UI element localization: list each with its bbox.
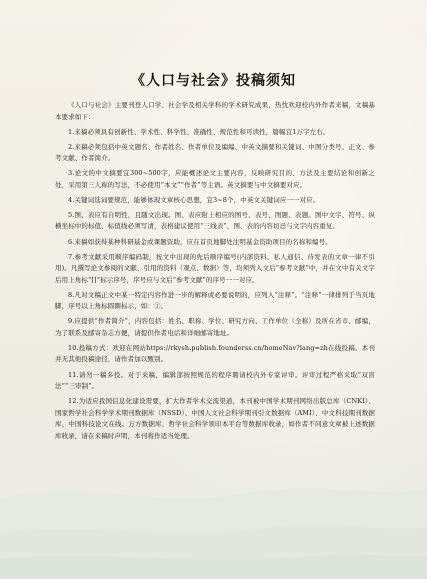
- guideline-item-12: 12.为适应我国信息化建设需要，扩大作者学术交流渠道，本刊被中国学术期刊网络出版总库（CNKI）、国家哲学社会科学学术期刊数据库（NSSD）、中国人文社会科学期刊引文数据库（AMI）、中文科技期刊数据库、中国科技论文在线、万方数据库、哲学社会科学领印本平台等数据库收录，如作者不同意文章被上述数据库收录，请在来稿时声明，本刊将作适当处理。: [55, 397, 375, 440]
- guideline-item-9: 9.应提供“作者简介”，内容包括：姓名、职称、学位、研究方向、工作单位（全称）及所在省市、邮编，为了联系及邮寄杂志方便，请提供作者电话和详细邮寄地址。: [55, 317, 375, 337]
- guideline-item-10: 10.投稿方式：欢迎在网站https://rkysh.publish.founderss.cn/homeNav?lang=zh在线投稿。本刊并无其他投稿途径，请作者加以甄别。: [55, 343, 375, 364]
- guideline-item-4: 4.关键词选词要规范，能够体现文章核心思想，宜3~8个，中英文关键词应一一对应。: [68, 195, 320, 204]
- page-title: 《人口与社会》投稿须知: [131, 73, 296, 89]
- guideline-item-7: 7.参考文献采用顺序编码制，按文中出现的先后顺序编号(内部资料、私人通信、待发表的文章一律不引用)。凡撰写论文参阅的文献、引用的资料（观点、数据）等，均须列入文后“参考文献”中，并在文中有关文字后用上角标“[]”标示序号，序号应与文后“参考文献”的序号一一对应。: [55, 252, 375, 284]
- guideline-item-8: 8.凡对文稿正文中某一特定内容作进一步的解释或必要说明的，应列入“注释”。“注释”一律排列于当页地脚，序号以上角标圆圈标示，如：①。: [55, 290, 375, 311]
- guideline-item-1: 1.来稿必须具有创新性、学术性、科学性、准确性、规范性和可读性，篇幅宜1万字左右。: [68, 127, 330, 136]
- guideline-item-6: 6.来稿如获得某种科研基金或课题资助，应在首页地脚处注明基金资助项目的名称和编号。: [68, 237, 332, 246]
- guideline-item-11: 11.请勿一稿多投。对于来稿，编辑部按照规范的程序聘请校内外专家评审。评审过程严格采取“双盲法”“三审制”。: [55, 370, 375, 391]
- guideline-item-2: 2.来稿必须包括中英文题名、作者姓名、作者单位及编编、中英文摘要和关键词、中图分类号、正文、参考文献、作者简介。: [55, 142, 375, 163]
- guideline-item-5: 5.图、表应有自明性，且随文出现。图、表应附上相应的图号、表号、图题、表题。图中文字、符号、纵横坐标中的标值、标值线必须写清，表格建议使用“三线表”，图、表的内容切忌与文字内容重复。: [55, 210, 375, 231]
- guideline-item-3: 3.论文的中文摘要宜300~500字，应能概述论文主要内容，反映研究目的、方法及主要结论和创新之处，采用第三人称的写法，不必使用“本文”“作者”等主语。英文摘要与中文摘要对应。: [55, 169, 375, 189]
- guideline-intro: 《人口与社会》主要刊登人口学、社会学及相关学科的学术研究成果，热忱欢迎校内外作者来稿，文稿基本要求如下：: [55, 101, 375, 121]
- background-decoration: [0, 439, 427, 579]
- submission-guidelines: [55, 100, 375, 446]
